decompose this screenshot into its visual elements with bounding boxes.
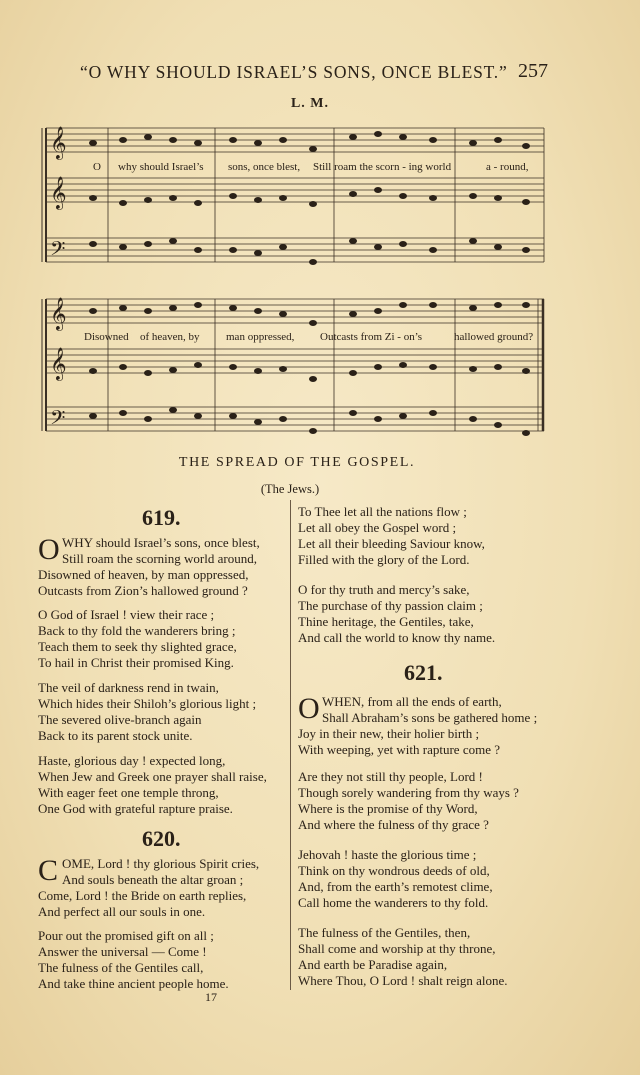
- lyric-syllable: a - round,: [486, 161, 529, 173]
- drop-cap: O: [298, 692, 320, 725]
- hymn-number-621: 621.: [404, 660, 443, 685]
- verse-line: Teach them to seek thy slighted grace,: [38, 639, 237, 654]
- verse-line: WHEN, from all the ends of earth,: [322, 694, 502, 709]
- verse-line: Call home the wanderers to thy fold.: [298, 895, 489, 910]
- verse-line: To Thee let all the nations flow ;: [298, 504, 467, 519]
- music-system-2: [38, 285, 548, 440]
- lyric-syllable: why should Israel’s: [118, 161, 204, 173]
- svg-text:𝄞: 𝄞: [50, 297, 67, 330]
- verse-line: OME, Lord ! thy glorious Spirit cries,: [62, 856, 260, 871]
- verse-line: Back to its parent stock unite.: [38, 728, 193, 743]
- svg-text:𝄢: 𝄢: [50, 237, 66, 265]
- verse-line: Pour out the promised gift on all ;: [38, 928, 214, 943]
- verse-line: Think on thy wondrous deeds of old,: [298, 863, 490, 878]
- svg-text:𝄢: 𝄢: [50, 406, 66, 434]
- lyric-syllable: O: [93, 161, 101, 173]
- column-divider: [290, 500, 291, 990]
- verse-line: Thine heritage, the Gentiles, take,: [298, 614, 474, 629]
- svg-text:𝄞: 𝄞: [50, 347, 67, 380]
- verse-line: WHY should Israel’s sons, once blest,: [62, 535, 260, 550]
- verse-line: Joy in their new, their holier birth ;: [298, 726, 480, 741]
- running-title: “O WHY SHOULD ISRAEL’S SONS, ONCE BLEST.”: [80, 62, 508, 82]
- verse-line: And, from the earth’s remotest clime,: [298, 879, 493, 894]
- verse-line: And take thine ancient people home.: [38, 976, 229, 991]
- verse-line: One God with grateful rapture praise.: [38, 801, 233, 816]
- verse-line: And perfect all our souls in one.: [38, 904, 206, 919]
- verse-line: Where is the promise of thy Word,: [298, 801, 478, 816]
- lyric-syllable: man oppressed,: [226, 331, 295, 343]
- music-system-1: [38, 118, 548, 273]
- lyric-syllable: Still roam the scorn - ing world: [313, 161, 452, 173]
- verse-line: With eager feet one temple throng,: [38, 785, 219, 800]
- verse-line: Are they not still thy people, Lord !: [298, 769, 483, 784]
- lyric-syllable: of heaven, by: [140, 331, 200, 343]
- verse-line: Filled with the glory of the Lord.: [298, 552, 470, 567]
- section-subtitle: (The Jews.): [260, 482, 320, 496]
- drop-cap: C: [38, 854, 59, 887]
- verse-line: And where the fulness of thy grace ?: [298, 817, 489, 832]
- lyric-syllable: Disowned: [84, 331, 129, 343]
- meter-label: L. M.: [290, 96, 330, 111]
- verse-line: Jehovah ! haste the glorious time ;: [298, 847, 477, 862]
- verse-line: Shall Abraham’s sons be gathered home ;: [322, 710, 538, 725]
- verse-line: To hail in Christ their promised King.: [38, 655, 234, 670]
- verse-line: O for thy truth and mercy’s sake,: [298, 582, 470, 597]
- lyric-syllable: sons, once blest,: [228, 161, 301, 173]
- svg-text:𝄞: 𝄞: [50, 176, 67, 209]
- verse-line: Haste, glorious day ! expected long,: [38, 753, 226, 768]
- verse-line: And earth be Paradise again,: [298, 957, 448, 972]
- lyric-syllable: hallowed ground?: [454, 331, 534, 343]
- verse-line: Answer the universal — Come !: [38, 944, 207, 959]
- svg-text:𝄞: 𝄞: [50, 126, 67, 159]
- verse-line: Back to thy fold the wanderers bring ;: [38, 623, 236, 638]
- verse-line: Disowned of heaven, by man oppressed,: [38, 567, 249, 582]
- verse-line: Let all their bleeding Saviour know,: [298, 536, 485, 551]
- verse-line: O God of Israel ! view their race ;: [38, 607, 215, 622]
- verse-line: Come, Lord ! the Bride on earth replies,: [38, 888, 247, 903]
- verse-line: Though sorely wandering from thy ways ?: [298, 785, 519, 800]
- verse-line: Which hides their Shiloh’s glorious light ;: [38, 696, 257, 711]
- hymn-number-619: 619.: [142, 505, 181, 530]
- verse-line: Still roam the scorning world around,: [62, 551, 257, 566]
- verse-line: Where Thou, O Lord ! shalt reign alone.: [298, 973, 508, 988]
- signature-mark: 17: [205, 990, 217, 1004]
- verse-line: And souls beneath the altar groan ;: [62, 872, 244, 887]
- page-number: 257: [518, 60, 548, 82]
- verse-line: The severed olive-branch again: [38, 712, 202, 727]
- verse-line: When Jew and Greek one prayer shall raise,: [38, 769, 267, 784]
- verse-line: The fulness of the Gentiles call,: [38, 960, 204, 975]
- verse-line: With weeping, yet with rapture come ?: [298, 742, 500, 757]
- verse-line: The veil of darkness rend in twain,: [38, 680, 219, 695]
- verse-line: Outcasts from Zion’s hallowed ground ?: [38, 583, 248, 598]
- verse-line: The purchase of thy passion claim ;: [298, 598, 483, 613]
- drop-cap: O: [38, 533, 60, 566]
- lyric-syllable: Outcasts from Zi - on’s: [320, 331, 423, 343]
- hymn-number-620: 620.: [142, 826, 181, 851]
- verse-line: Shall come and worship at thy throne,: [298, 941, 496, 956]
- verse-line: Let all obey the Gospel word ;: [298, 520, 457, 535]
- verse-line: And call the world to know thy name.: [298, 630, 496, 645]
- section-title: THE SPREAD OF THE GOSPEL.: [178, 455, 416, 470]
- verse-line: The fulness of the Gentiles, then,: [298, 925, 471, 940]
